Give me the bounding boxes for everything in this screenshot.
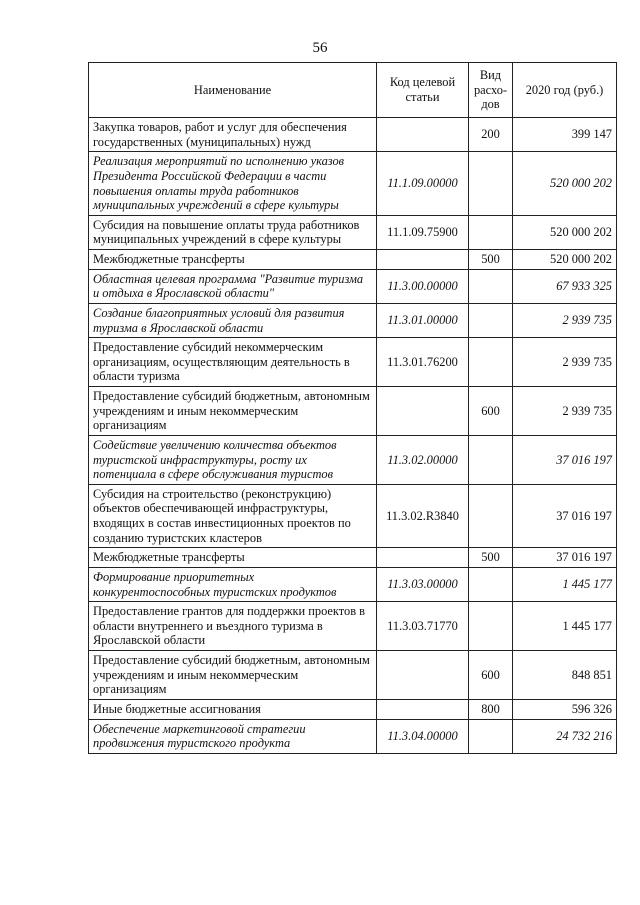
header-name: Наименование (89, 63, 377, 118)
row-name-cell: Обеспечение маркетинговой стратегии продвижения туристского продукта (89, 719, 377, 753)
row-amount-cell: 520 000 202 (513, 215, 617, 249)
row-code-cell: 11.3.04.00000 (377, 719, 469, 753)
row-amount-cell: 1 445 177 (513, 602, 617, 651)
table-row (89, 269, 617, 303)
budget-table (88, 62, 617, 754)
table-row (89, 699, 617, 719)
row-amount-cell: 399 147 (513, 118, 617, 152)
table-row (89, 567, 617, 601)
row-code-cell: 11.1.09.75900 (377, 215, 469, 249)
row-type-cell (469, 567, 513, 601)
row-amount-cell: 520 000 202 (513, 152, 617, 216)
table-row (89, 484, 617, 548)
row-type-cell (469, 484, 513, 548)
row-code-cell (377, 699, 469, 719)
row-name-cell: Межбюджетные трансферты (89, 548, 377, 568)
row-name-cell: Реализация мероприятий по исполнению указов Президента Российской Федерации в части повышения оплаты труда работников муниципальных учреждений в сфере культуры (89, 152, 377, 216)
table-header-row (89, 63, 617, 118)
row-name-cell: Предоставление грантов для поддержки проектов в области внутреннего и въездного туризма в Ярославской области (89, 602, 377, 651)
row-type-cell: 500 (469, 548, 513, 568)
row-name-cell: Иные бюджетные ассигнования (89, 699, 377, 719)
row-type-cell: 600 (469, 387, 513, 436)
row-name-cell: Создание благоприятных условий для развития туризма в Ярославской области (89, 303, 377, 337)
table-row (89, 118, 617, 152)
table-row (89, 338, 617, 387)
row-type-cell: 600 (469, 651, 513, 700)
row-code-cell: 11.3.02.00000 (377, 435, 469, 484)
row-amount-cell: 24 732 216 (513, 719, 617, 753)
row-code-cell (377, 548, 469, 568)
row-name-cell: Межбюджетные трансферты (89, 250, 377, 270)
row-type-cell (469, 269, 513, 303)
row-type-cell: 500 (469, 250, 513, 270)
row-amount-cell: 848 851 (513, 651, 617, 700)
row-type-cell (469, 435, 513, 484)
table-row (89, 602, 617, 651)
row-amount-cell: 1 445 177 (513, 567, 617, 601)
header-amount: 2020 год (руб.) (513, 63, 617, 118)
row-name-cell: Субсидия на строительство (реконструкцию) объектов обеспечивающей инфраструктуры, входящих в состав инвестиционных проектов по созданию туристских кластеров (89, 484, 377, 548)
row-amount-cell: 596 326 (513, 699, 617, 719)
row-code-cell (377, 118, 469, 152)
table-row (89, 152, 617, 216)
row-amount-cell: 37 016 197 (513, 548, 617, 568)
row-amount-cell: 520 000 202 (513, 250, 617, 270)
row-amount-cell: 37 016 197 (513, 435, 617, 484)
table-row (89, 719, 617, 753)
row-code-cell: 11.1.09.00000 (377, 152, 469, 216)
row-name-cell: Областная целевая программа "Развитие туризма и отдыха в Ярославской области" (89, 269, 377, 303)
row-name-cell: Формирование приоритетных конкурентоспособных туристских продуктов (89, 567, 377, 601)
row-name-cell: Предоставление субсидий некоммерческим организациям, осуществляющим деятельность в области туризма (89, 338, 377, 387)
row-name-cell: Содействие увеличению количества объектов туристской инфраструктуры, росту их потенциала в сфере обслуживания туристов (89, 435, 377, 484)
row-amount-cell: 2 939 735 (513, 303, 617, 337)
row-type-cell (469, 719, 513, 753)
row-type-cell (469, 152, 513, 216)
page-number: 56 (312, 40, 328, 56)
table-row (89, 435, 617, 484)
row-code-cell: 11.3.00.00000 (377, 269, 469, 303)
table-row (89, 215, 617, 249)
row-type-cell (469, 338, 513, 387)
row-code-cell (377, 651, 469, 700)
row-name-cell: Предоставление субсидий бюджетным, автономным учреждениям и иным некоммерческим организациям (89, 651, 377, 700)
row-code-cell (377, 387, 469, 436)
row-code-cell: 11.3.01.76200 (377, 338, 469, 387)
row-amount-cell: 37 016 197 (513, 484, 617, 548)
row-code-cell (377, 250, 469, 270)
row-type-cell (469, 303, 513, 337)
table-row (89, 651, 617, 700)
table-row (89, 548, 617, 568)
row-name-cell: Предоставление субсидий бюджетным, автономным учреждениям и иным некоммерческим организациям (89, 387, 377, 436)
row-amount-cell: 67 933 325 (513, 269, 617, 303)
header-code: Код целевой статьи (377, 63, 469, 118)
row-amount-cell: 2 939 735 (513, 338, 617, 387)
row-code-cell: 11.3.03.71770 (377, 602, 469, 651)
row-type-cell (469, 602, 513, 651)
row-type-cell: 800 (469, 699, 513, 719)
table-row (89, 387, 617, 436)
table-row (89, 303, 617, 337)
row-code-cell: 11.3.03.00000 (377, 567, 469, 601)
row-code-cell: 11.3.01.00000 (377, 303, 469, 337)
row-amount-cell: 2 939 735 (513, 387, 617, 436)
row-name-cell: Субсидия на повышение оплаты труда работников муниципальных учреждений в сфере культуры (89, 215, 377, 249)
header-type: Вид расхо-дов (469, 63, 513, 118)
row-code-cell: 11.3.02.R3840 (377, 484, 469, 548)
row-type-cell (469, 215, 513, 249)
table-row (89, 250, 617, 270)
row-type-cell: 200 (469, 118, 513, 152)
row-name-cell: Закупка товаров, работ и услуг для обеспечения государственных (муниципальных) нужд (89, 118, 377, 152)
